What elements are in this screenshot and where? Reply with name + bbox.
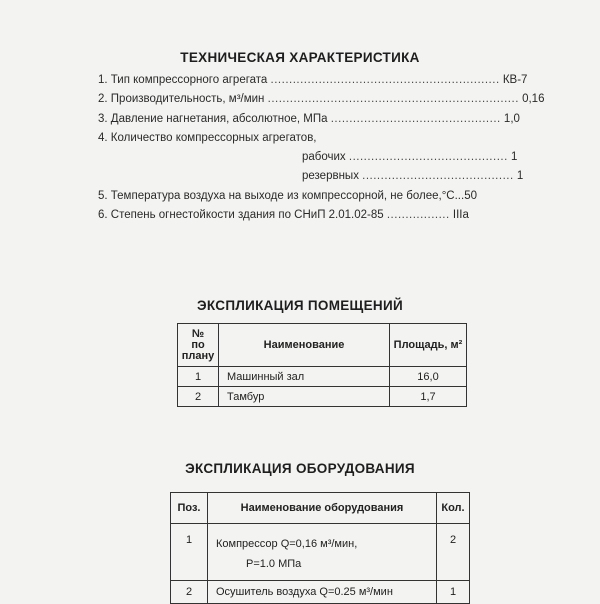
col-header-name: Наименование (219, 324, 390, 367)
equipment-title: ЭКСПЛИКАЦИЯ ОБОРУДОВАНИЯ (185, 461, 415, 476)
tech-item-3: 3. Давление нагнетания, абсолютное, МПа .............................................. 1,0 (98, 113, 520, 125)
table-row (178, 367, 467, 387)
rooms-title: ЭКСПЛИКАЦИЯ ПОМЕЩЕНИЙ (197, 298, 403, 313)
row-equipment-name: Компрессор Q=0,16 м³/мин, Р=1.0 МПа (208, 524, 437, 581)
table-header-row (178, 324, 467, 367)
col-header-pos: Поз. (171, 493, 208, 524)
table-row (171, 524, 470, 581)
row-no: 2 (178, 387, 219, 407)
tech-item-4-reserve: резервных ......................................... 1 (302, 170, 524, 182)
row-area: 1,7 (390, 387, 467, 407)
row-no: 1 (178, 367, 219, 387)
col-header-no: № по плану (178, 324, 219, 367)
row-pos: 1 (171, 524, 208, 581)
tech-item-6: 6. Степень огнестойкости здания по СНиП 2.01.02-85 ................. IIIa (98, 209, 469, 221)
tech-item-2: 2. Производительность, м³/мин .................................................................... 0,16 (98, 93, 545, 105)
col-header-area: Площадь, м² (390, 324, 467, 367)
row-name: Тамбур (219, 387, 390, 407)
tech-item-4-working: рабочих ........................................... 1 (302, 151, 518, 163)
tech-item-4: 4. Количество компрессорных агрегатов, (98, 132, 317, 144)
row-pos: 2 (171, 581, 208, 604)
table-header-row (171, 493, 470, 524)
row-qty: 1 (437, 581, 470, 604)
tech-item-1: 1. Тип компрессорного агрегата .............................................................. КВ-7 (98, 74, 528, 86)
row-equipment-name: Осушитель воздуха Q=0.25 м³/мин (208, 581, 437, 604)
row-qty: 2 (437, 524, 470, 581)
tech-characteristics-title: ТЕХНИЧЕСКАЯ ХАРАКТЕРИСТИКА (180, 50, 420, 65)
row-area: 16,0 (390, 367, 467, 387)
equipment-table (170, 492, 470, 604)
col-header-qty: Кол. (437, 493, 470, 524)
col-header-equipment-name: Наименование оборудования (208, 493, 437, 524)
row-name: Машинный зал (219, 367, 390, 387)
rooms-table (177, 323, 467, 407)
table-row (178, 387, 467, 407)
table-row (171, 581, 470, 604)
tech-item-5: 5. Температура воздуха на выходе из компрессорной, не более,°С...50 (98, 190, 477, 202)
